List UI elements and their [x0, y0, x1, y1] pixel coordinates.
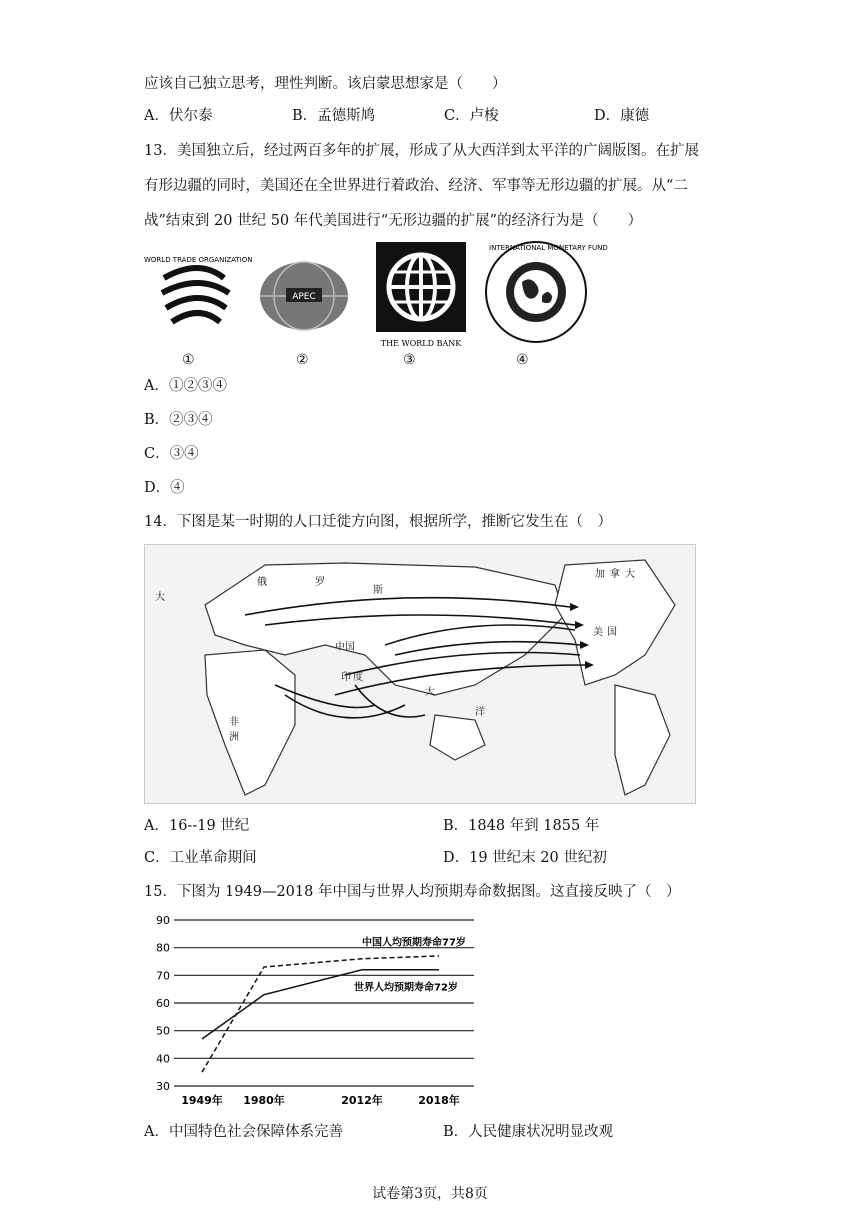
map-label: 非	[229, 717, 239, 728]
y-tick-label: 40	[156, 1052, 170, 1066]
q14-option-d[interactable]: D．19 世纪末 20 世纪初	[443, 850, 607, 866]
imf-logo	[486, 242, 608, 342]
map-label: 国	[607, 627, 617, 638]
map-label: 大	[425, 687, 435, 698]
y-tick-label: 90	[156, 914, 170, 927]
world-bank-logo-text: THE WORLD BANK	[380, 339, 462, 348]
q12-option-d[interactable]: D．康德	[594, 108, 650, 124]
life-expectancy-chart	[144, 908, 484, 1108]
map-label: 加	[595, 569, 605, 580]
q12-option-b[interactable]: B．孟德斯鸠	[292, 108, 376, 124]
map-label: 印	[341, 672, 351, 683]
q13-stem-line-2: 有形边疆的同时，美国还在全世界进行着政治、经济、军事等无形边疆的扩展。从“二	[144, 178, 688, 194]
q13-option-d[interactable]: D．④	[144, 480, 185, 496]
logo-number-3: ③	[403, 352, 416, 368]
q15-option-b[interactable]: B．人民健康状况明显改观	[443, 1124, 614, 1140]
map-label: 罗	[315, 577, 325, 588]
q12-option-c[interactable]: C．卢梭	[444, 108, 499, 124]
y-tick-label: 60	[156, 997, 170, 1010]
q14-option-a[interactable]: A．16--19 世纪	[144, 818, 250, 834]
q15-stem: 15．下图为 1949—2018 年中国与世界人均预期寿命数据图。这直接反映了（ ）	[144, 884, 681, 900]
apec-logo-text: APEC	[292, 292, 316, 302]
logo-number-2: ②	[296, 352, 309, 368]
series-label-1: 中国人均预期寿命77岁	[362, 937, 466, 949]
q12-option-a[interactable]: A．伏尔泰	[144, 108, 213, 124]
map-label: 中国	[335, 642, 355, 653]
logo-number-4: ④	[516, 352, 529, 368]
q14-stem: 14．下图是某一时期的人口迁徙方向图，根据所学，推断它发生在（ ）	[144, 514, 612, 530]
q13-option-c[interactable]: C．③④	[144, 446, 199, 462]
wto-logo	[144, 256, 253, 322]
map-label: 大	[155, 592, 165, 603]
imf-logo-text: INTERNATIONAL MONETARY FUND	[489, 244, 608, 252]
x-tick-label: 1949年	[181, 1094, 223, 1107]
y-tick-label: 80	[156, 941, 170, 955]
series-line-2	[202, 970, 439, 1039]
x-tick-label: 2018年	[418, 1094, 460, 1107]
map-label: 洋	[475, 707, 485, 718]
q13-logos-figure	[144, 238, 608, 350]
page-footer: 试卷第3页，共8页	[372, 1186, 488, 1202]
map-label: 美	[593, 627, 603, 638]
q14-option-b[interactable]: B．1848 年到 1855 年	[443, 818, 600, 834]
world-bank-logo	[376, 242, 466, 348]
map-label: 度	[353, 672, 363, 683]
q12-stem-continuation: 应该自己独立思考，理性判断。该启蒙思想家是（ ）	[144, 76, 507, 92]
q13-option-b[interactable]: B．②③④	[144, 412, 213, 428]
map-label: 俄	[257, 577, 267, 588]
apec-logo	[260, 262, 348, 330]
y-tick-label: 30	[156, 1080, 170, 1093]
map-label: 拿	[610, 569, 620, 580]
q15-option-a[interactable]: A．中国特色社会保障体系完善	[144, 1124, 343, 1140]
q13-option-a[interactable]: A．①②③④	[144, 378, 227, 394]
logo-number-1: ①	[182, 352, 195, 368]
wto-logo-text: WORLD TRADE ORGANIZATION	[144, 256, 253, 264]
map-label: 大	[625, 569, 635, 580]
map-label: 斯	[373, 585, 383, 596]
x-tick-label: 1980年	[243, 1094, 285, 1107]
y-tick-label: 70	[156, 969, 170, 983]
q14-option-c[interactable]: C．工业革命期间	[144, 850, 257, 866]
q13-stem-line-1: 13．美国独立后，经过两百多年的扩展，形成了从大西洋到太平洋的广阔版图。在扩展	[144, 143, 699, 159]
migration-map	[144, 544, 696, 804]
q13-stem-line-3: 战”结束到 20 世纪 50 年代美国进行“无形边疆的扩展”的经济行为是（ ）	[144, 213, 643, 229]
x-tick-label: 2012年	[341, 1094, 383, 1107]
y-tick-label: 50	[156, 1024, 170, 1038]
map-label: 洲	[229, 732, 239, 743]
series-label-2: 世界人均预期寿命72岁	[354, 982, 458, 994]
